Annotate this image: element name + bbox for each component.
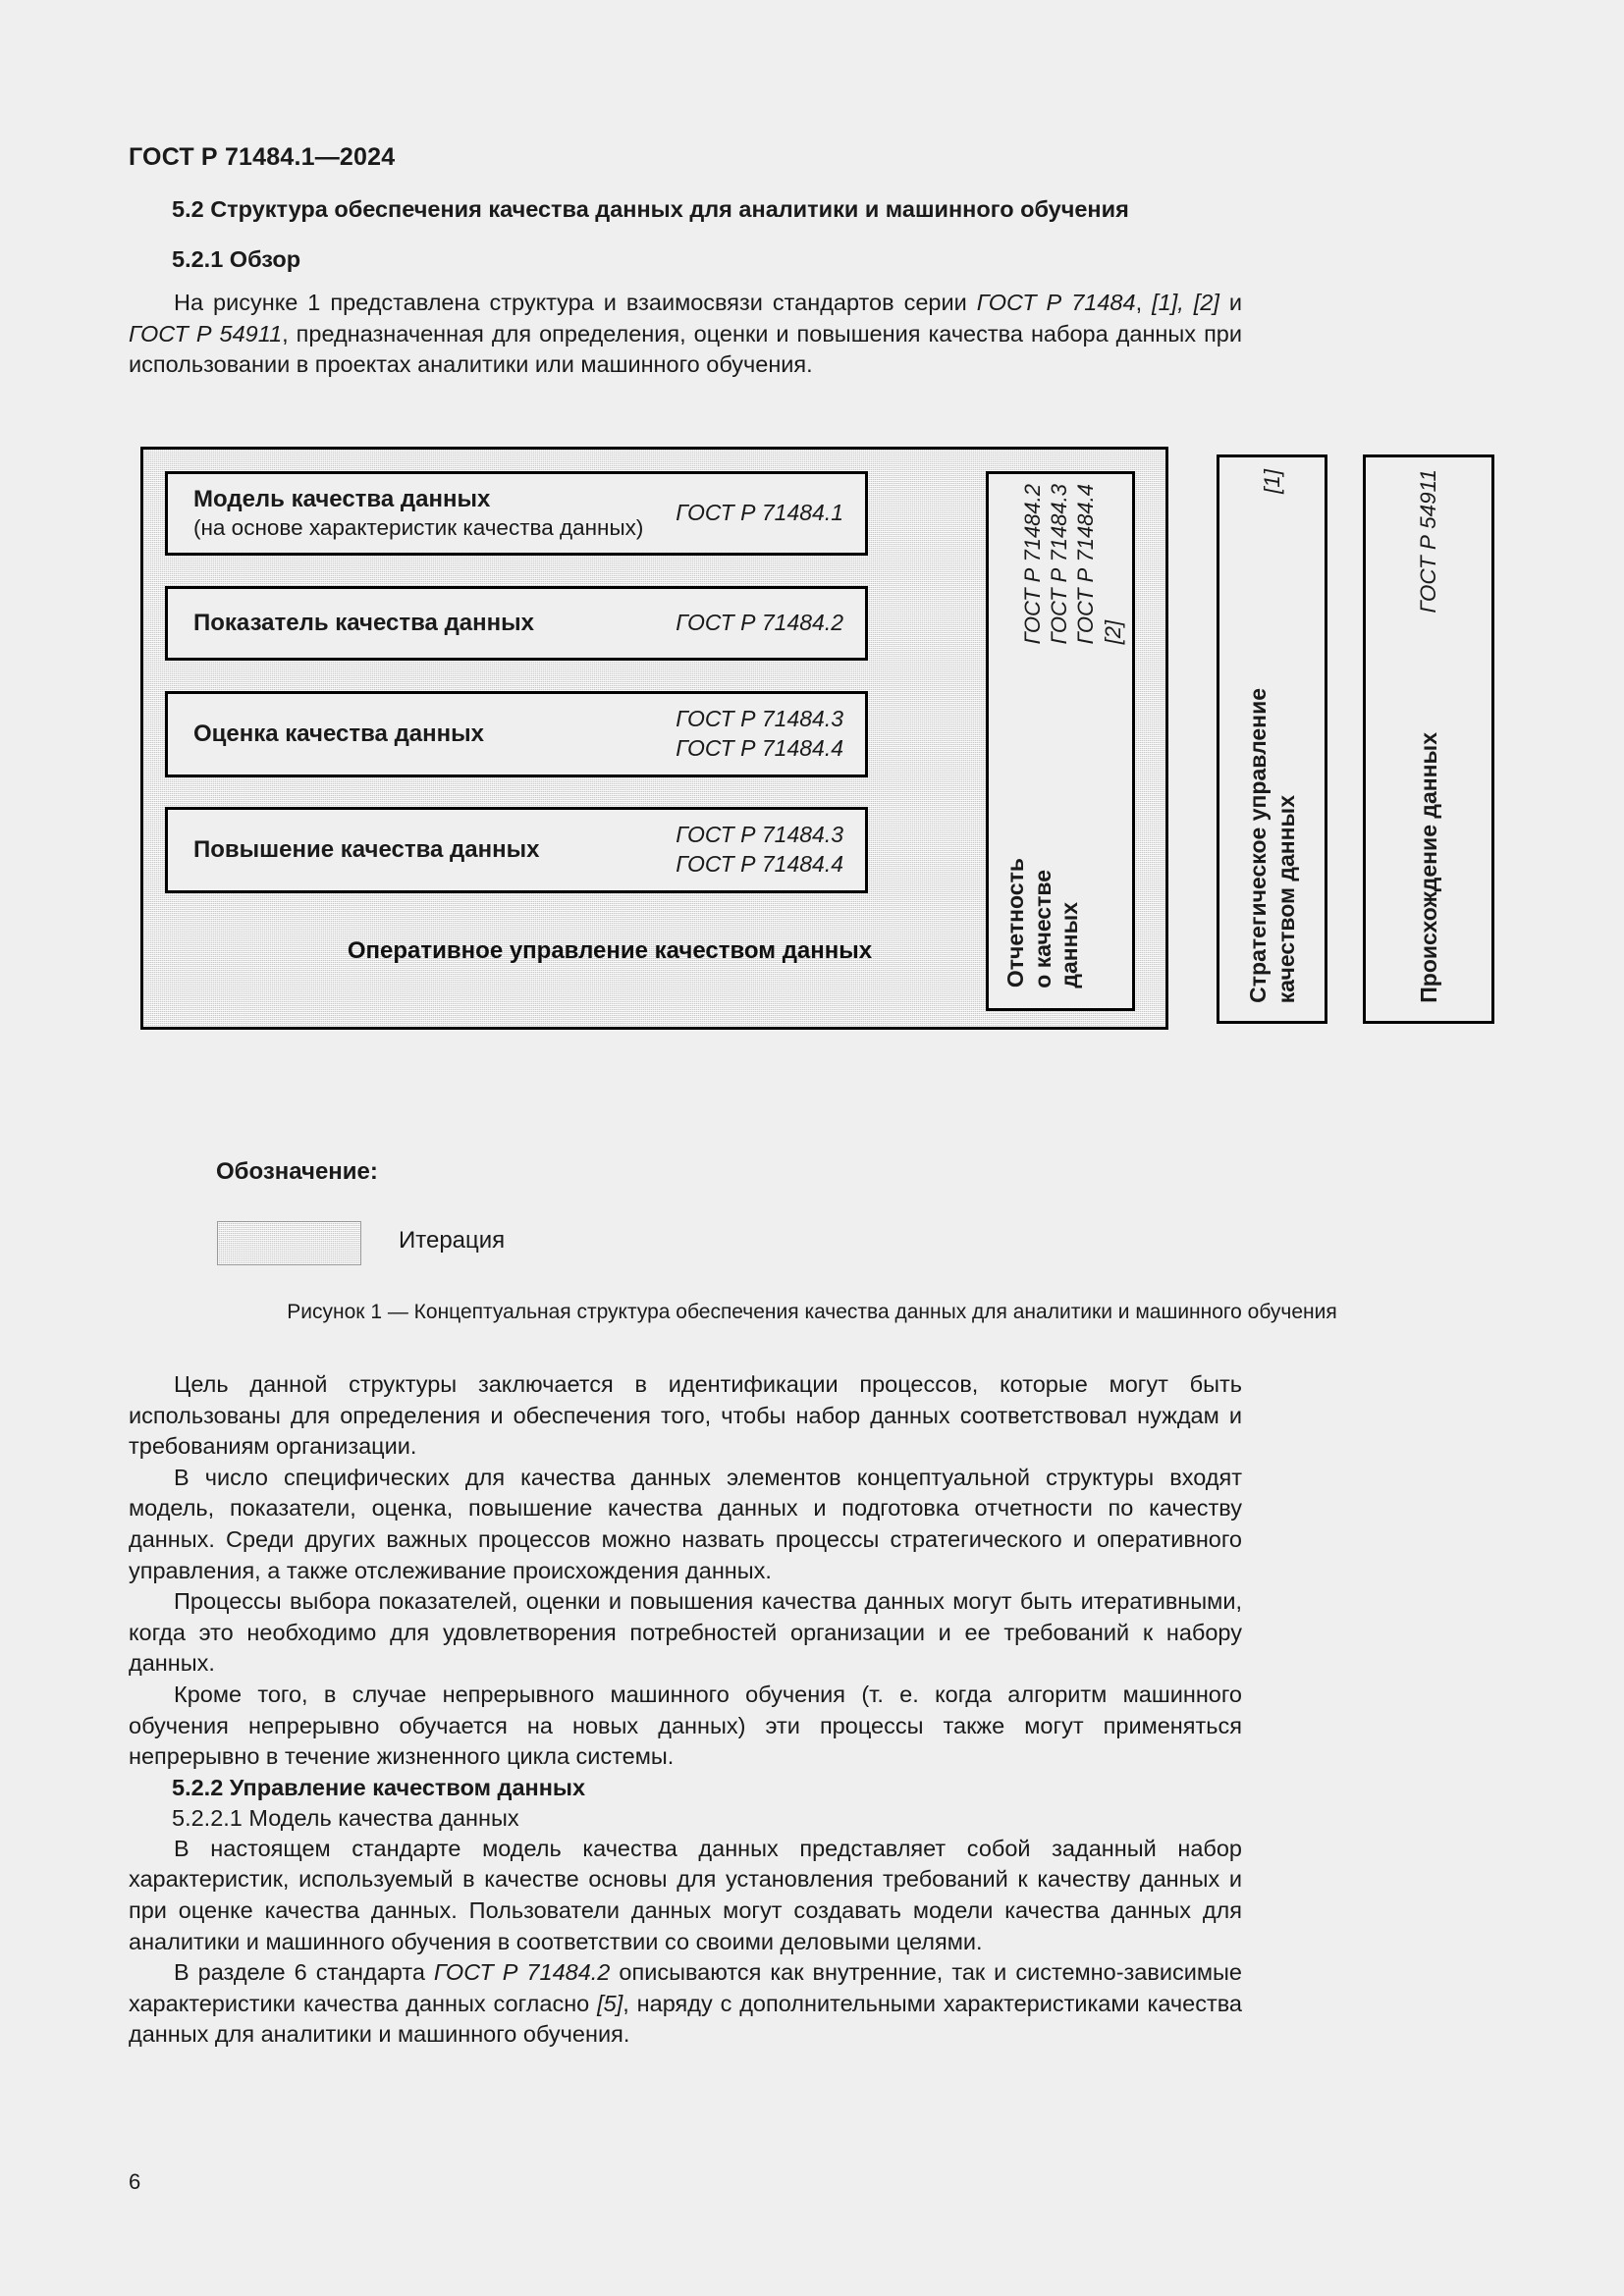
box-4-standard-1: ГОСТ Р 71484.3	[676, 822, 843, 848]
box-1-standard-1: ГОСТ Р 71484.1	[676, 500, 843, 526]
paragraph-iterative: Процессы выбора показателей, оценки и повышения качества данных могут быть итеративными, когда это необходимо для удовлетворения потребностей организации и ее требований к набору данных.	[129, 1588, 1242, 1677]
reporting-label-line-1: Отчетность	[1002, 858, 1028, 988]
reporting-standard-4: [2]	[1100, 619, 1125, 645]
box-1-title: Модель качества данных	[193, 485, 491, 512]
box-1-standards	[676, 499, 843, 528]
process-box-data-quality-improvement	[165, 807, 868, 893]
box-3-title: Оценка качества данных	[193, 721, 484, 747]
page-number: 6	[129, 2169, 141, 2194]
heading-5-2-2: 5.2.2 Управление качеством данных	[172, 1774, 586, 1800]
strategic-label	[1219, 688, 1325, 1009]
box-4-title: Повышение качества данных	[193, 836, 540, 863]
box-4-standard-2: ГОСТ Р 71484.4	[676, 851, 843, 877]
reporting-label-line-2: о качестве	[1029, 869, 1056, 988]
legend-title: Обозначение:	[216, 1158, 378, 1185]
operational-management-label: Оперативное управление качеством данных	[347, 937, 873, 964]
provenance-standard	[1366, 469, 1491, 619]
p2-frag-3: , наряду с дополнительными характеристиками качества данных для аналитики и машинного обучения.	[129, 1990, 1242, 2048]
para-frag-3: и	[1218, 290, 1242, 316]
figure-1	[140, 447, 1496, 1036]
strategic-label-line-1: Стратегическое управление	[1245, 688, 1272, 1003]
paragraph-elements: В число специфических для качества данных элементов концептуальной структуры входят модель, показатели, оценка, повышение качества данных и подготовка отчетности по качеству данных. Среди других важных процессов можно назвать процессы стратегического и оперативного управления, а также отслеживание происхождения данных.	[129, 1464, 1242, 1583]
process-box-data-quality-measure	[165, 586, 868, 661]
paragraph-purpose: Цель данной структуры заключается в идентификации процессов, которые могут быть использованы для определения и обеспечения того, чтобы набор данных соответствовал нуждам и требованиям организации.	[129, 1371, 1242, 1460]
heading-5-2: 5.2 Структура обеспечения качества данных для аналитики и машинного обучения	[172, 196, 1129, 222]
p2-frag-1: В разделе 6 стандарта	[174, 1959, 434, 1986]
strategic-standard-text: [1]	[1259, 469, 1284, 495]
para-frag-4: , предназначенная для определения, оценки и повышения качества набора данных при использовании в проектах аналитики или машинного обучения.	[129, 320, 1242, 378]
box-3-standard-2: ГОСТ Р 71484.4	[676, 735, 843, 761]
reporting-standard-1: ГОСТ Р 71484.2	[1019, 484, 1045, 645]
box-4-standards	[676, 821, 843, 880]
data-provenance-column	[1363, 454, 1494, 1024]
box-3-standards	[676, 705, 843, 764]
para-frag-1: На рисунке 1 представлена структура и взаимосвязи стандартов серии	[174, 290, 977, 316]
box-2-standard-1: ГОСТ Р 71484.2	[676, 610, 843, 636]
legend-label-iteration: Итерация	[399, 1227, 506, 1254]
reporting-label	[1002, 858, 1084, 994]
ref-bracket-5: [5]	[597, 1990, 623, 2016]
reporting-label-line-3: данных	[1056, 901, 1083, 988]
strategic-governance-column	[1217, 454, 1327, 1024]
ref-bracket-1-2: [1], [2]	[1152, 290, 1219, 316]
strategic-standard	[1219, 469, 1325, 500]
provenance-label	[1366, 732, 1491, 1009]
running-head: ГОСТ Р 71484.1—2024	[129, 143, 396, 171]
reporting-standard-2: ГОСТ Р 71484.3	[1047, 484, 1072, 645]
legend-swatch-iteration	[217, 1221, 361, 1265]
body-after-figure	[129, 1369, 1242, 2051]
ref-gost-71484-2: ГОСТ Р 71484.2	[433, 1959, 611, 1986]
heading-5-2-2-1: 5.2.2.1 Модель качества данных	[172, 1804, 519, 1831]
paragraph-continuous-ml: Кроме того, в случае непрерывного машинного обучения (т. е. когда алгоритм машинного обучения непрерывно обучается на новых данных) эти процессы также могут применяться непрерывно в течение жизненного цикла системы.	[129, 1681, 1242, 1770]
box-3-standard-1: ГОСТ Р 71484.3	[676, 706, 843, 732]
box-1-text	[193, 485, 676, 542]
ref-gost-54911: ГОСТ Р 54911	[129, 320, 283, 347]
box-1-subtitle: (на основе характеристик качества данных)	[193, 514, 644, 540]
iteration-panel	[140, 447, 1168, 1030]
provenance-standard-text: ГОСТ Р 54911	[1416, 469, 1440, 614]
paragraph-section-6-reference	[129, 1957, 1242, 2051]
paragraph-model-definition: В настоящем стандарте модель качества данных представляет собой заданный набор характеристик, используемый в качестве основы для установления требований к качеству данных и при оценке качества данных. Пользователи данных могут создавать модели качества данных для аналитики и машинного обучения в соответствии со своими деловыми целями.	[129, 1835, 1242, 1954]
ref-gost-71484: ГОСТ Р 71484	[976, 290, 1136, 316]
box-3-text	[193, 720, 676, 749]
reporting-standard-3: ГОСТ Р 71484.4	[1073, 484, 1099, 645]
box-4-text	[193, 835, 676, 865]
reporting-box	[986, 471, 1135, 1011]
process-box-data-quality-model	[165, 471, 868, 556]
provenance-label-text: Происхождение данных	[1415, 732, 1441, 1003]
box-2-standards	[676, 609, 843, 638]
strategic-label-line-2: качеством данных	[1272, 794, 1299, 1003]
heading-5-2-1: 5.2.1 Обзор	[172, 246, 301, 273]
section-5-2-block	[129, 194, 1242, 381]
figure-caption: Рисунок 1 — Концептуальная структура обеспечения качества данных для аналитики и машинного обучения	[287, 1301, 1337, 1323]
reporting-standards	[1019, 484, 1126, 644]
p2-frag-2: описываются как внутренние, так и системно-зависимые характеристики качества данных согласно	[129, 1959, 1242, 2016]
para-frag-2: ,	[1135, 290, 1153, 316]
box-2-text	[193, 609, 676, 638]
process-box-data-quality-assessment	[165, 691, 868, 777]
box-2-title: Показатель качества данных	[193, 610, 534, 636]
paragraph-5-2-1-intro	[129, 288, 1242, 381]
